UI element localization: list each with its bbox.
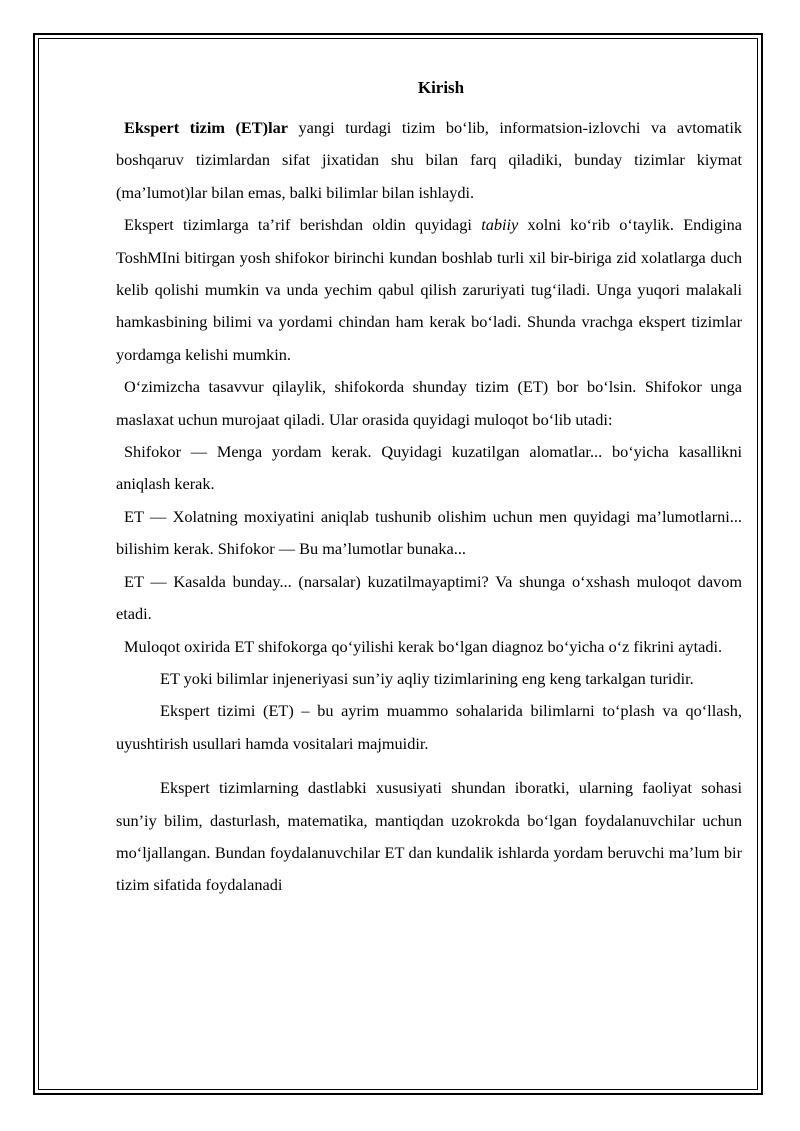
paragraph-intro [116, 112, 742, 209]
paragraph-et-type: ET yoki bilimlar injeneriyasi sun’iy aqliy tizimlarining eng keng tarkalgan turidir. [160, 668, 694, 688]
page-title: Kirish [417, 78, 465, 97]
term-italic: tabiiy [481, 215, 519, 235]
paragraph-intro-text: yangi turdagi tizim bo‘lib, informatsion-izlovchi va avtomatik boshqaruv tizimlardan sifat jixatidan shu bilan farq qiladiki, bunday tizimlar kiymat (ma’lumot)lar bilan emas, balki bilimlar bilan ishlaydi. [116, 118, 742, 202]
paragraph-scenario: O‘zimizcha tasavvur qilaylik, shifokorda shunday tizim (ET) bor bo‘lsin. Shifokor unga maslaxat uchun murojaat qiladi. Ular orasida quyidagi muloqot bo‘lib utadi: [116, 377, 742, 429]
paragraph-et-definition: Ekspert tizimi (ET) – bu ayrim muammo sohalarida bilimlarni to‘plash va qo‘llash, uyushtirish usullari hamda vositalari majmuidir. [116, 701, 742, 753]
paragraph-conclusion: Muloqot oxirida ET shifokorga qo‘yilishi kerak bo‘lgan diagnoz bo‘yicha o‘z fikrini aytadi. [124, 636, 723, 656]
paragraph-et-features: Ekspert tizimlarning dastlabki xususiyati shundan iboratki, ularning faoliyat sohasi sun’iy bilim, dasturlash, matematika, mantiqdan uzokrokda bo‘lgan foydalanuvchilar uchun mo‘ljallangan. Bundan foydalanuvchilar ET dan kundalik ishlarda yordam beruvchi ma’lum bir tizim sifatida foydalanadi [116, 778, 742, 895]
dialogue-line-et-2: ET — Kasalda bunday... (narsalar) kuzatilmayaptimi? Va shunga o‘xshash muloqot davom etadi. [116, 571, 742, 624]
dialogue-line-doctor: Shifokor — Menga yordam kerak. Quyidagi kuzatilgan alomatlar... bo‘yicha kasallikni aniqlash kerak. [116, 442, 742, 494]
dialogue-line-et-1: ET — Xolatning moxiyatini aniqlab tushunib olishim uchun men quyidagi ma’lumotlarni... bilishim kerak. Shifokor — Bu ma’lumotlar bunaka... [116, 506, 742, 559]
paragraph-example [116, 209, 742, 371]
term-bold: Ekspert tizim (ET)lar [124, 118, 288, 137]
document-body [116, 72, 742, 902]
paragraph-example-end: xolni ko‘rib o‘taylik. Endigina ToshMIni bitirgan yosh shifokor birinchi kundan boshlab turli xil bir-biriga zid xolatlarga duch kelib qolishi mumkin va unda yechim qabul qilish zaruriyati tug‘iladi. Unga yuqori malakali hamkasbining bilimi va yordami chindan ham kerak bo‘ladi. Shunda vrachga ekspert tizimlar yordamga kelishi mumkin. [116, 215, 742, 364]
paragraph-example-start: Ekspert tizimlarga ta’rif berishdan oldin quyidagi [124, 215, 482, 235]
